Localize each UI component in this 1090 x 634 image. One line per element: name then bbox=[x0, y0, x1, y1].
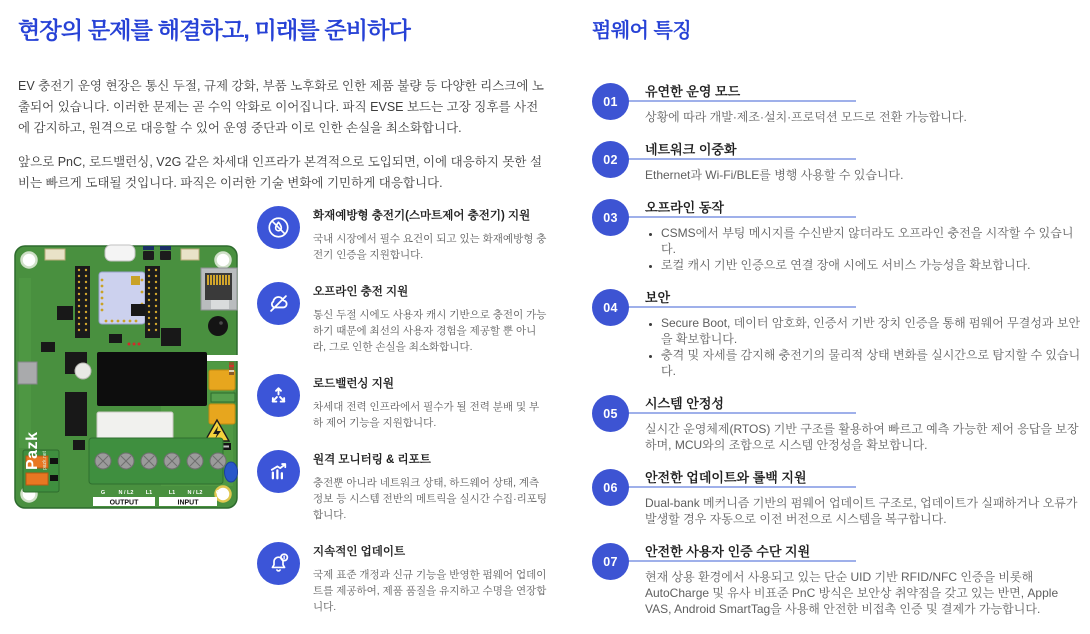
feature-title: 지속적인 업데이트 bbox=[313, 546, 406, 558]
intro-paragraph: 앞으로 PnC, 로드밸런싱, V2G 같은 차세대 인프라가 본격적으로 도입되면, 이에 대응하지 못한 설비는 빠르게 도태될 것입니다. 파직은 이러한 기술 변화에 기민하게 대응합니다. bbox=[18, 154, 543, 190]
item-title: 오프라인 동작 bbox=[645, 200, 724, 215]
ethernet-port bbox=[201, 268, 237, 310]
item-number-badge: 02 bbox=[592, 141, 629, 178]
item-title: 네트워크 이중화 bbox=[645, 142, 737, 157]
firmware-item-03 bbox=[592, 199, 1084, 273]
side-connector bbox=[18, 362, 37, 384]
feature-title: 로드밸런싱 지원 bbox=[313, 378, 394, 390]
offline-charging-icon bbox=[257, 282, 300, 325]
svg-text:N / L2: N / L2 bbox=[187, 490, 203, 496]
pcb-board-svg bbox=[13, 244, 239, 510]
firmware-item-01 bbox=[592, 83, 1084, 125]
svg-text:INPUT: INPUT bbox=[177, 499, 199, 507]
feature-item bbox=[257, 542, 548, 615]
usb-c-port bbox=[105, 245, 135, 261]
firmware-item-07 bbox=[592, 543, 1084, 617]
firmware-item-04 bbox=[592, 289, 1084, 379]
feature-list bbox=[257, 206, 548, 634]
item-number-badge: 07 bbox=[592, 543, 629, 580]
output-input-labels bbox=[93, 497, 217, 507]
svg-text:N / L2: N / L2 bbox=[118, 490, 134, 496]
item-desc: 상황에 따라 개발·제조·설치·프로덕션 모드로 전환 가능합니다. bbox=[645, 110, 967, 124]
section-title: 펌웨어 특징 bbox=[592, 20, 692, 42]
feature-desc: 충전뿐 아니라 네트워크 상태, 하드웨어 상태, 계측 정보 등 시스템 전반의 메트릭을 실시간 수집·리포팅합니다. bbox=[313, 477, 548, 521]
item-number-badge: 01 bbox=[592, 83, 629, 120]
firmware-item-02 bbox=[592, 141, 1084, 183]
svg-text:pazk.net: pazk.net bbox=[42, 451, 48, 470]
status-leds bbox=[128, 343, 141, 346]
feature-item bbox=[257, 374, 548, 431]
feature-desc: 통신 두절 시에도 사용자 캐시 기반으로 충전이 가능하기 때문에 최선의 사용자 경험을 제공할 뿐 아니라, 그로 인한 손실을 최소화합니다. bbox=[313, 309, 547, 353]
page-title: 현장의 문제를 해결하고, 미래를 준비하다 bbox=[18, 17, 411, 43]
item-bullets bbox=[645, 315, 1084, 379]
top-connector bbox=[181, 249, 199, 260]
feature-title: 화재예방형 충전기(스마트제어 충전기) 지원 bbox=[313, 210, 531, 222]
intro-paragraphs bbox=[18, 76, 550, 194]
item-title: 시스템 안정성 bbox=[645, 396, 724, 411]
feature-item bbox=[257, 206, 548, 263]
film-capacitors bbox=[209, 370, 235, 424]
item-title: 안전한 사용자 인증 수단 지원 bbox=[645, 544, 811, 559]
resistors bbox=[229, 362, 234, 375]
load-balancing-icon bbox=[257, 374, 300, 417]
bullet: • CSMS에서 부팅 메시지를 수신받지 않더라도 오프라인 충전을 시작할 수 있습니다. bbox=[661, 225, 1084, 257]
firmware-item-05 bbox=[592, 395, 1084, 453]
item-desc: 실시간 운영체제(RTOS) 기반 구조를 활용하여 빠르고 예측 가능한 제어 응답을 보장하며, MCU와의 조합으로 시스템 안정성을 확보합니다. bbox=[645, 422, 1079, 452]
terminal-block bbox=[89, 438, 226, 484]
item-number-badge: 05 bbox=[592, 395, 629, 432]
item-title: 유연한 운영 모드 bbox=[645, 84, 741, 99]
bullet: • Secure Boot, 데이터 암호화, 인증서 기반 장치 인증을 통해 펌웨어 무결성과 보안을 확보합니다. bbox=[661, 315, 1084, 347]
item-desc: Dual-bank 메커니즘 기반의 펌웨어 업데이트 구조로, 업데이트가 실패하거나 오류가 발생할 경우 자동으로 이전 버전으로 시스템을 복구합니다. bbox=[645, 496, 1078, 526]
bullet: • 충격 및 자세를 감지해 충전기의 물리적 상태 변화를 실시간으로 탐지할 수 있습니다. bbox=[661, 347, 1084, 379]
svg-text:L1: L1 bbox=[145, 490, 153, 496]
wifi-module bbox=[99, 272, 145, 324]
capacitor bbox=[75, 363, 91, 379]
feature-desc: 국제 표준 개정과 신규 기능을 반영한 펌웨어 업데이트를 제공하여, 제품 품질을 유지하고 수명을 연장합니다. bbox=[313, 569, 547, 613]
bullet: • 로컬 캐시 기반 인증으로 연결 장애 시에도 서비스 가능성을 확보합니다. bbox=[661, 257, 1084, 273]
feature-item bbox=[257, 450, 548, 523]
item-desc: 현재 상용 환경에서 사용되고 있는 단순 UID 기반 RFID/NFC 인증을 비롯해 AutoCharge 및 유사 비표준 PnC 방식은 보안상 취약점을 갖고 있는 반면, Apple VAS, Android SmartTag을 사용해 안전한 비접촉 인증 및 결제가 가능합니다. bbox=[645, 570, 1059, 616]
svg-text:G: G bbox=[100, 490, 106, 496]
left-section bbox=[18, 16, 550, 194]
feature-title: 오프라인 충전 지원 bbox=[313, 286, 409, 298]
display-module bbox=[97, 352, 207, 406]
pcb-board-image bbox=[13, 244, 239, 510]
item-number-badge: 06 bbox=[592, 469, 629, 506]
firmware-section bbox=[592, 14, 1084, 633]
feature-item bbox=[257, 282, 548, 355]
firmware-item-06 bbox=[592, 469, 1084, 527]
remote-monitoring-icon bbox=[257, 450, 300, 493]
svg-text:Pazk: Pazk bbox=[24, 431, 41, 470]
item-title: 안전한 업데이트와 롤백 지원 bbox=[645, 470, 807, 485]
svg-text:OUTPUT: OUTPUT bbox=[109, 499, 139, 507]
fire-prevention-icon bbox=[257, 206, 300, 249]
svg-text:G: G bbox=[215, 490, 221, 496]
item-number-badge: 03 bbox=[592, 199, 629, 236]
item-number-badge: 04 bbox=[592, 289, 629, 326]
top-connector bbox=[45, 249, 65, 260]
feature-desc: 국내 시장에서 필수 요건이 되고 있는 화재예방형 충전기 인증을 지원합니다. bbox=[313, 233, 547, 261]
feature-desc: 차세대 전력 인프라에서 필수가 될 전력 분배 및 부하 제어 기능을 지원합니다. bbox=[313, 401, 540, 429]
intro-paragraph: EV 충전기 운영 현장은 통신 두절, 규제 강화, 부품 노후화로 인한 제품 불량 등 다양한 리스크에 노출되어 있습니다. 이러한 문제는 곧 수익 악화로 이어집니다. 파직 EVSE 보드는 고장 징후를 사전에 감지하고, 원격으로 대응할 수 있어 운영 중단과 이로 인한 손실을 최소화합니다. bbox=[18, 78, 544, 135]
feature-title: 원격 모니터링 & 리포트 bbox=[313, 454, 431, 466]
buzzer bbox=[208, 316, 228, 336]
item-desc: Ethernet과 Wi-Fi/BLE를 병행 사용할 수 있습니다. bbox=[645, 168, 904, 182]
svg-text:L1: L1 bbox=[168, 490, 176, 496]
item-bullets bbox=[645, 225, 1084, 273]
firmware-items bbox=[592, 83, 1084, 617]
continuous-update-icon bbox=[257, 542, 300, 585]
item-title: 보안 bbox=[645, 290, 671, 305]
